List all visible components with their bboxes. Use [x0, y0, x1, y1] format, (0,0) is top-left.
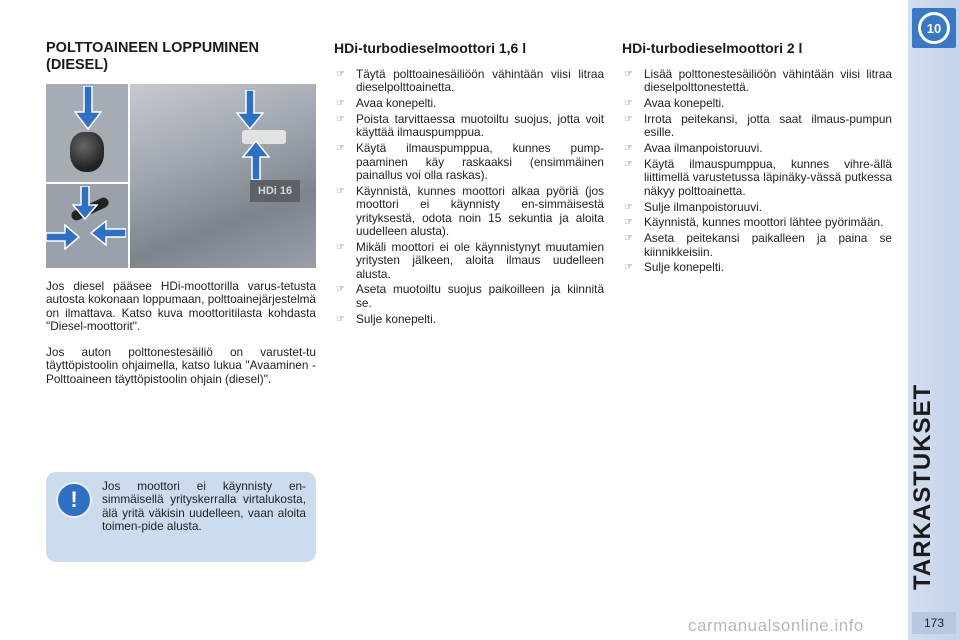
priming-pump-bulb — [70, 132, 104, 172]
intro-paragraph: Jos diesel pääsee HDi-moottorilla varus-tetusta autosta kokonaan loppumaan, polttoainejärjestelmä on ilmattava. Katso kuva moottoritilasta kohdasta "Diesel-moottorit". — [46, 279, 316, 334]
list-item: ☞ Täytä polttoainesäiliöön vähintään viisi litraa dieselpolttoainetta. — [336, 67, 604, 95]
pointer-icon: ☞ — [336, 114, 345, 125]
section-title-line2: (DIESEL) — [46, 57, 109, 73]
section-title-line1: POLTTOAINEEN LOPPUMINEN — [46, 40, 259, 56]
engine-16-steps — [334, 68, 604, 328]
pointer-icon: ☞ — [624, 233, 633, 245]
filler-guide-paragraph: Jos auton polttonestesäiliö on varustet-tu täyttöpistoolin ohjaimella, katso lukua "Avaaminen - Polttoaineen täyttöpistoolin ohjain (diesel)". — [46, 345, 316, 386]
arrow-down-icon — [72, 186, 98, 220]
list-item: ☞ Käynnistä, kunnes moottori alkaa pyöriä (jos moottori ei käynnisty en-simmäisestä yrityksestä, odota noin 15 sekuntia ja aloita uudelleen alusta). — [336, 183, 604, 239]
list-item: ☞ Avaa ilmanpoistoruuvi. — [624, 141, 763, 156]
list-item: ☞ Käynnistä, kunnes moottori lähtee pyörimään. — [624, 215, 884, 230]
list-item: ☞ Irrota peitekansi, jotta saat ilmaus-pumpun esille. — [624, 112, 892, 140]
engine-2l-title: HDi-turbodieselmoottori 2 l — [622, 40, 803, 56]
pointer-icon: ☞ — [336, 185, 345, 197]
section-title — [46, 40, 316, 74]
pointer-icon: ☞ — [624, 201, 633, 213]
list-item: ☞ Sulje konepelti. — [336, 311, 437, 326]
page-number: 173 — [912, 612, 956, 634]
pointer-icon: ☞ — [336, 241, 345, 253]
list-item: ☞ Mikäli moottori ei ole käynnistynyt muutamien yritysten jälkeen, aloita ilmaus uudelleen alusta. — [336, 239, 604, 281]
arrow-down-icon — [74, 86, 102, 130]
pointer-icon: ☞ — [624, 217, 633, 229]
list-item: ☞ Lisää polttonestesäiliöön vähintään viisi litraa dieselpolttonestettä. — [624, 67, 892, 95]
pointer-icon: ☞ — [624, 262, 633, 274]
pointer-icon: ☞ — [624, 69, 633, 80]
pointer-icon: ☞ — [624, 159, 633, 170]
list-item: ☞ Poista tarvittaessa muotoiltu suojus, jotta voit käyttää ilmauspumppua. — [336, 112, 604, 140]
list-item: ☞ Aseta peitekansi paikalleen ja paina se kiinnikkeisiin. — [624, 231, 892, 259]
list-item: ☞ Käytä ilmauspumppua, kunnes pump-paaminen käy raskaaksi (ensimmäinen painallus voi olla raskas). — [336, 141, 604, 183]
engine-image — [128, 84, 316, 268]
list-item: ☞ Käytä ilmauspumppua, kunnes vihre-ällä liittimellä varustetussa läpinäky-vässä putkessa näkyy polttoainetta. — [624, 157, 892, 198]
exclamation-icon: ! — [56, 482, 92, 518]
pointer-icon: ☞ — [624, 143, 633, 155]
pointer-icon: ☞ — [624, 98, 633, 110]
pointer-icon: ☞ — [336, 284, 345, 296]
watermark: carmanualsonline.info — [688, 616, 864, 635]
list-item: ☞ Avaa konepelti. — [624, 96, 725, 111]
pointer-icon: ☞ — [336, 143, 345, 155]
engine-bay-photo — [46, 84, 316, 268]
engine-16-title: HDi-turbodieselmoottori 1,6 l — [334, 40, 527, 56]
warning-text: Jos moottori ei käynnisty en-simmäisellä yrityskerralla virtalukosta, älä yritä väkisin uudelleen, vaan aloita toimen-pide alusta. — [102, 479, 306, 534]
arrow-left-icon — [90, 220, 126, 246]
engine-plate: HDi 16 — [250, 180, 300, 202]
list-item: ☞ Avaa konepelti. — [336, 96, 437, 111]
pointer-icon: ☞ — [624, 114, 633, 125]
pointer-icon: ☞ — [336, 69, 345, 80]
warning-box — [46, 472, 316, 562]
pointer-icon: ☞ — [336, 313, 345, 325]
chapter-badge — [912, 8, 956, 48]
arrow-up-icon — [242, 140, 270, 180]
list-item: ☞ Sulje konepelti. — [624, 260, 725, 275]
arrow-down-icon — [236, 90, 264, 130]
chapter-title: TARKASTUKSET — [909, 383, 936, 590]
engine-2l-steps — [622, 68, 892, 277]
list-item: ☞ Sulje ilmanpoistoruuvi. — [624, 199, 763, 214]
arrow-right-icon — [46, 224, 80, 250]
chapter-number: 10 — [918, 12, 950, 44]
list-item: ☞ Aseta muotoiltu suojus paikoilleen ja kiinnitä se. — [336, 282, 604, 310]
pointer-icon: ☞ — [336, 98, 345, 110]
